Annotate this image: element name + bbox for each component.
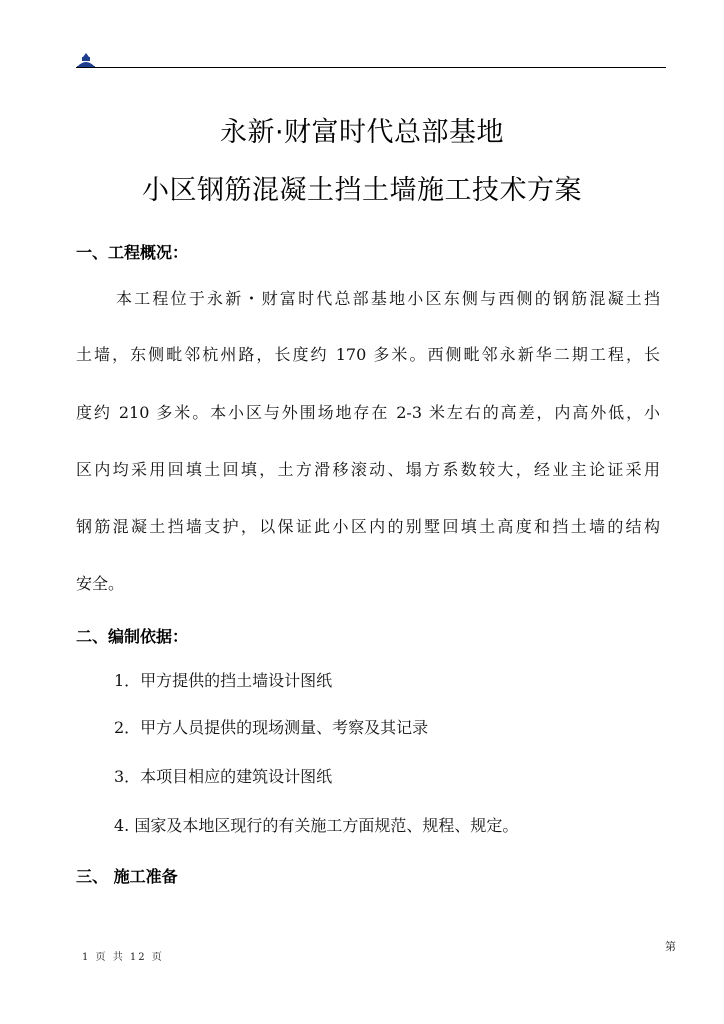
list-item: 3．本项目相应的建筑设计图纸 bbox=[114, 767, 333, 786]
company-logo-icon bbox=[76, 52, 96, 68]
paragraph-line: 度约 210 多米。本小区与外围场地存在 2-3 米左右的高差，内高外低，小 bbox=[76, 403, 660, 422]
document-title-line-1: 永新·财富时代总部基地 bbox=[219, 117, 505, 148]
list-item: 1．甲方提供的挡土墙设计图纸 bbox=[114, 671, 333, 690]
paragraph-line: 土墙，东侧毗邻杭州路，长度约 170 多米。西侧毗邻永新华二期工程，长 bbox=[76, 345, 660, 364]
list-item: 4. 国家及本地区现行的有关施工方面规范、规程、规定。 bbox=[114, 816, 519, 835]
section-heading-overview: 一、工程概况： bbox=[76, 243, 189, 262]
footer-page-number: 1 页 共 12 页 bbox=[82, 952, 164, 963]
paragraph-line: 区内均采用回填土回填，土方滑移滚动、塌方系数较大，经业主论证采用 bbox=[76, 460, 660, 479]
document-title-line-2: 小区钢筋混凝土挡土墙施工技术方案 bbox=[142, 175, 582, 206]
paragraph-line: 本工程位于永新・财富时代总部基地小区东侧与西侧的钢筋混凝土挡 bbox=[116, 289, 660, 308]
footer-di: 第 bbox=[665, 940, 676, 953]
paragraph-line: 钢筋混凝土挡墙支护，以保证此小区内的别墅回填土高度和挡土墙的结构 bbox=[76, 517, 660, 536]
list-item: 2．甲方人员提供的现场测量、考察及其记录 bbox=[114, 718, 429, 737]
section-heading-basis: 二、编制依据： bbox=[76, 627, 189, 646]
section-heading-preparation: 三、 施工准备 bbox=[76, 867, 178, 886]
header-rule bbox=[76, 67, 666, 68]
paragraph-line: 安全。 bbox=[76, 574, 125, 593]
